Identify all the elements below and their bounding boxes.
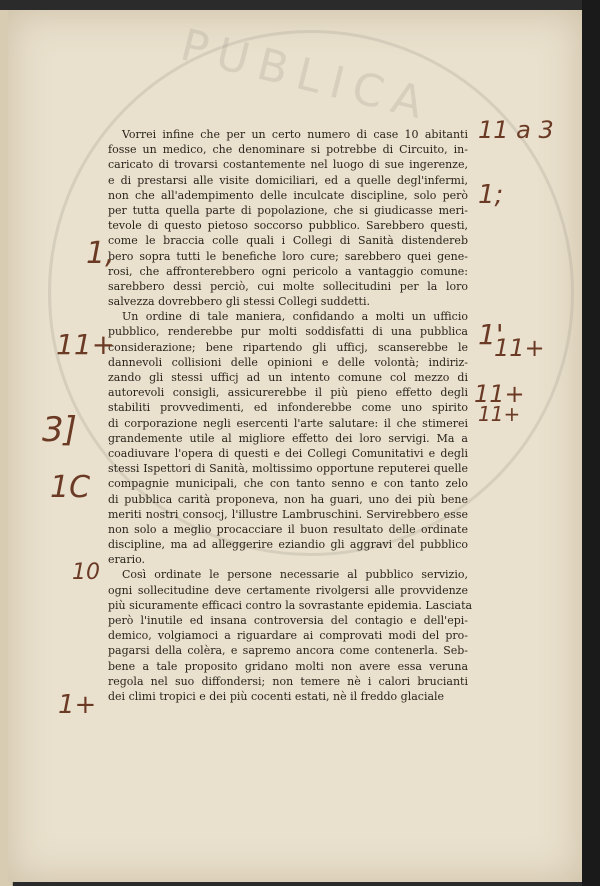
text-line: rosi, che affronterebbero ogni pericolo a vantaggio comune: xyxy=(108,264,468,278)
text-line: compagnie municipali, che con tanto senno e con tanto zelo xyxy=(108,477,468,491)
text-line: grandemente utile al migliore effetto dei loro servigi. Ma a xyxy=(108,431,468,445)
text-line: zando gli stessi ufficj ad un intento comune col mezzo di xyxy=(108,371,468,384)
text-line: dannevoli collisioni delle opinioni e delle volontà; indiriz- xyxy=(108,355,468,369)
text-line: erario. xyxy=(108,553,146,567)
margin-note: 3] xyxy=(42,410,77,450)
margin-note: 11+ xyxy=(478,402,521,426)
margin-note: 11 a 3 xyxy=(478,116,554,144)
text-line: stessi Ispettori di Sanità, moltissimo opportune reputerei quelle xyxy=(108,462,468,476)
text-line: bene a tale proposito gridano molti non avere essa veruna xyxy=(108,659,468,673)
text-line: stabiliti provvedimenti, ed infonderebbe come uno spirito xyxy=(108,401,468,415)
text-line: di pubblica carità proponeva, non ha guari, uno dei più bene xyxy=(108,492,468,506)
text-line: coadiuvare l'opera di questi e dei Collegi Comunitativi e degli xyxy=(108,446,468,460)
margin-note: 1; xyxy=(478,180,504,210)
text-line: discipline, ma ad alleggerire eziandio gli aggravi del pubblico xyxy=(108,538,468,552)
text-line: autorevoli consigli, assicurerebbe il più pieno effetto degli xyxy=(108,386,468,400)
text-line: pagarsi della colèra, e sapremo ancora come contenerla. Seb- xyxy=(108,644,468,658)
text-line: per tutta quella parte di popolazione, che si giudicasse meri- xyxy=(108,203,468,217)
margin-note: 1, xyxy=(86,236,115,271)
margin-note: 11+ xyxy=(56,328,116,361)
text-line: dei climi tropici e dei più cocenti estati, nè il freddo glaciale xyxy=(108,689,445,703)
text-line: caricato di trovarsi costantemente nel luogo di sue ingerenze, xyxy=(108,158,468,172)
text-line: tevole di questo pietoso soccorso pubblico. Sarebbero questi, xyxy=(108,219,468,233)
text-line: però l'inutile ed insana controversia del contagio e dell'epi- xyxy=(108,614,468,627)
text-line: salvezza dovrebbero gli stessi Collegi suddetti. xyxy=(108,295,370,309)
text-line: come le braccia colle quali i Collegi di Sanità distendereb xyxy=(108,234,468,248)
text-line: sarebbero dessi perciò, cui molte sollecitudini per la loro xyxy=(108,279,468,293)
scan-border xyxy=(582,0,600,886)
margin-note: 11+ xyxy=(474,380,525,408)
text-line: Vorrei infine che per un certo numero di case 10 abitanti xyxy=(122,128,468,141)
margin-note: 11+ xyxy=(494,334,545,362)
text-line: pubblico, renderebbe pur molti soddisfatti di una pubblica xyxy=(108,325,468,339)
text-line: ogni sollecitudine deve certamente rivolgersi alle provvidenze xyxy=(108,583,468,597)
text-line: regola nel suo diffondersi; non temere nè i calori brucianti xyxy=(108,674,468,688)
text-line: bero sopra tutti le benefiche loro cure; sarebbero quei gene- xyxy=(108,249,468,263)
body-text xyxy=(108,127,473,704)
margin-note: 1' xyxy=(478,318,504,351)
text-line: fosse un medico, che denominare si potrebbe di Circuito, in- xyxy=(108,143,468,157)
stamp-watermark-text: PUBLICA xyxy=(175,19,438,132)
text-line: Così ordinate le persone necessarie al pubblico servizio, xyxy=(122,568,468,582)
text-line: più sicuramente efficaci contro la sovrastante epidemia. Lasciata xyxy=(108,598,473,612)
text-line: non solo a meglio procacciare il buon resultato delle ordinate xyxy=(108,522,468,536)
text-line: Un ordine di tale maniera, confidando a molti un ufficio xyxy=(122,310,468,324)
text-line: meriti nostri consocj, l'illustre Lambruschini. Servirebbero esse xyxy=(108,507,468,521)
text-line: e di prestarsi alle visite domiciliari, ed a quelle degl'infermi, xyxy=(108,173,468,187)
text-line: demico, volgiamoci a riguardare ai comprovati modi del pro- xyxy=(108,629,468,643)
margin-note: 1+ xyxy=(58,690,97,720)
text-line: considerazione; bene ripartendo gli ufficj, scanserebbe le xyxy=(108,340,468,354)
text-line: non che all'adempimento delle inculcate discipline, solo però xyxy=(108,188,468,202)
margin-note: 1C xyxy=(50,470,91,505)
margin-note: 10 xyxy=(72,560,100,585)
text-line: di corporazione negli esercenti l'arte salutare: il che stimerei xyxy=(108,416,468,430)
